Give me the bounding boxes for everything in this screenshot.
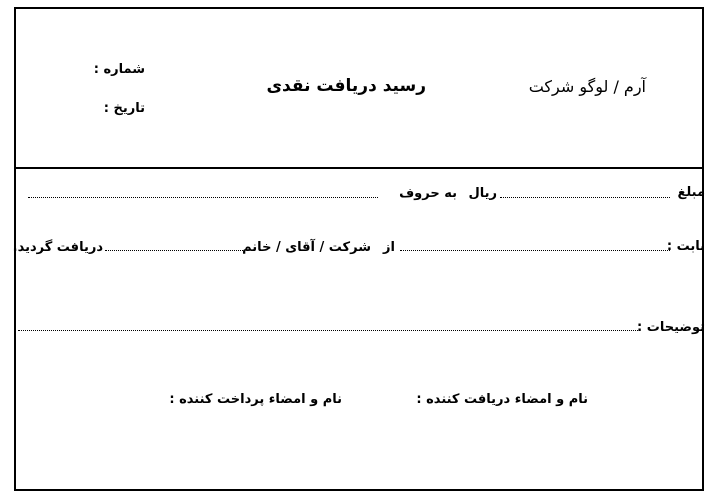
header-divider <box>14 167 704 169</box>
amount-field[interactable] <box>500 197 670 198</box>
in-words-label: به حروف <box>399 186 457 201</box>
payer-type-label: شرکت / آقای / خانم <box>242 240 371 255</box>
number-label: شماره : <box>93 62 145 77</box>
regarding-label: بابت : <box>666 239 705 254</box>
date-label: تاریخ : <box>103 101 145 116</box>
logo-placeholder: آرم / لوگو شرکت <box>528 77 646 96</box>
amount-label: مبلغ <box>677 185 705 200</box>
received-label: دریافت گردید. <box>12 240 103 255</box>
payer-name-field[interactable] <box>105 250 245 251</box>
from-label: از <box>383 240 395 255</box>
amount-in-words-field[interactable] <box>28 197 378 198</box>
payer-signature-label: نام و امضاء پرداخت کننده : <box>169 392 342 407</box>
currency-label: ریال <box>468 186 497 201</box>
receipt-title: رسید دریافت نقدی <box>266 76 426 96</box>
notes-label: توضیحات : <box>637 320 705 335</box>
receiver-signature-label: نام و امضاء دریافت کننده : <box>416 392 588 407</box>
regarding-field[interactable] <box>400 250 670 251</box>
notes-field[interactable] <box>18 330 638 331</box>
